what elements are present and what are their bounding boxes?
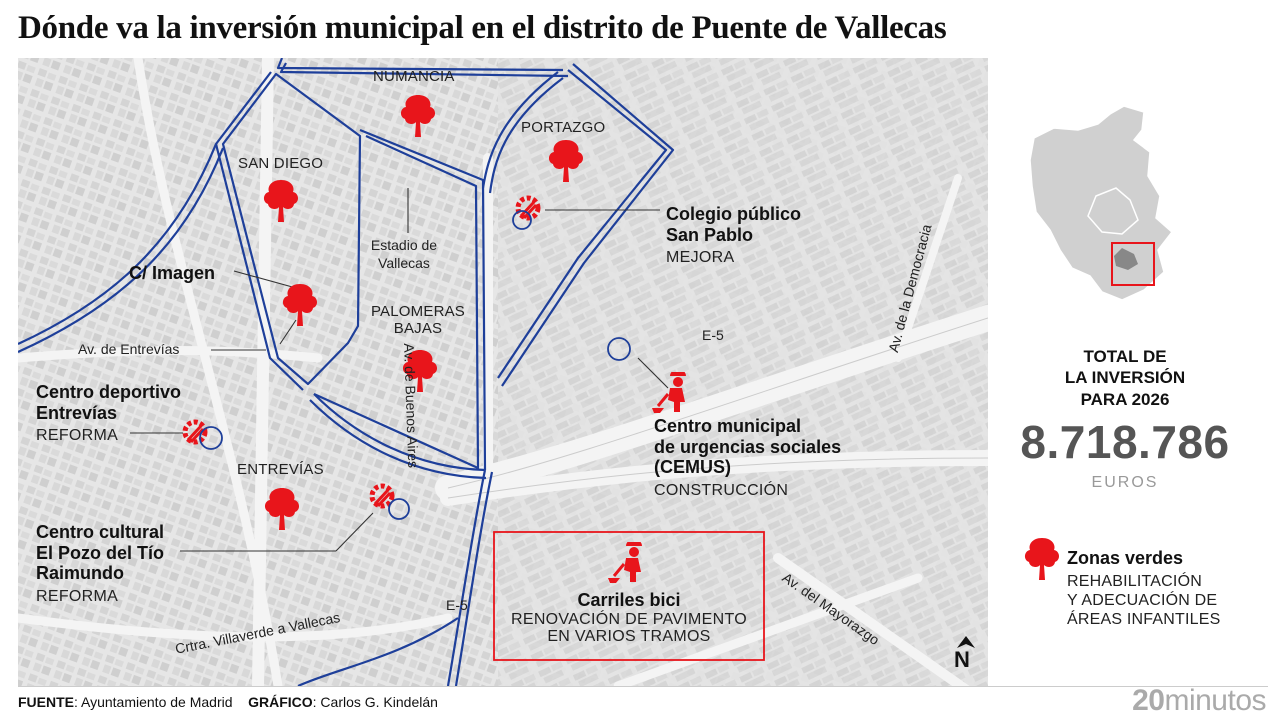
street-democracia: Av. de la Democracia (885, 222, 935, 354)
neighborhood-entrevias: ENTREVÍAS (237, 461, 324, 478)
project-cemus: Centro municipal de urgencias sociales (CEMUS) CONSTRUCCIÓN (654, 416, 842, 500)
brand-logo: 20minutos (1132, 684, 1266, 717)
tree-icon (261, 178, 301, 224)
neighborhood-palomeras-bajas: PALOMERAS BAJAS (370, 303, 466, 337)
label-estadio: Estadio de Vallecas (370, 237, 438, 272)
street-entrevias: Av. de Entrevías (78, 341, 180, 357)
footer-divider (18, 686, 1268, 687)
page-title: Dónde va la inversión municipal en el distrito de Puente de Vallecas (18, 10, 947, 46)
road-e5-top: E-5 (702, 327, 724, 343)
tree-icon (1022, 536, 1062, 582)
total-label: TOTAL DE LA INVERSIÓN PARA 2026 (1064, 347, 1186, 409)
project-san-pablo: Colegio público San Pablo MEJORA (666, 204, 801, 267)
madrid-inset-map (1026, 100, 1186, 310)
project-pozo: Centro cultural El Pozo del Tío Raimundo REFORMA (36, 522, 165, 606)
gear-wrench-icon (366, 480, 414, 522)
worker-shovel-icon (608, 542, 648, 584)
footer-credits: FUENTE: Ayuntamiento de Madrid GRÁFICO: Carlos G. Kindelán (18, 694, 438, 710)
project-c-imagen: C/ Imagen (129, 263, 216, 283)
project-carriles-bici: Carriles bici RENOVACIÓN DE PAVIMENTO EN VARIOS TRAMOS (511, 590, 747, 646)
road-e5-bottom: E-5 (446, 597, 468, 613)
location-circle-icon (606, 336, 634, 364)
worker-shovel-icon (652, 372, 692, 414)
legend-description: REHABILITACIÓN Y ADECUACIÓN DE ÁREAS INFANTILES (1067, 573, 1221, 629)
total-value: 8.718.786 (1020, 416, 1230, 468)
tree-icon (280, 282, 320, 328)
north-label: N (954, 647, 970, 672)
street-mayorazgo: Av. del Mayorazgo (779, 569, 883, 649)
neighborhood-san-diego: SAN DIEGO (238, 155, 324, 172)
tree-icon (262, 486, 302, 532)
street-villaverde: Crtra. Villaverde a Vallecas (173, 609, 342, 657)
project-deportivo: Centro deportivo Entrevías REFORMA (36, 382, 182, 445)
district-map (18, 58, 988, 686)
gear-wrench-icon (179, 416, 227, 456)
neighborhood-portazgo: PORTAZGO (521, 119, 606, 136)
total-unit: EUROS (1091, 474, 1159, 491)
street-buenos-aires: Av. de Buenos Aires (401, 342, 422, 469)
gear-wrench-icon (512, 192, 556, 232)
neighborhood-numancia: NUMANCIA (373, 68, 455, 85)
tree-icon (546, 138, 586, 184)
legend-title: Zonas verdes (1067, 548, 1184, 568)
tree-icon (398, 93, 438, 139)
